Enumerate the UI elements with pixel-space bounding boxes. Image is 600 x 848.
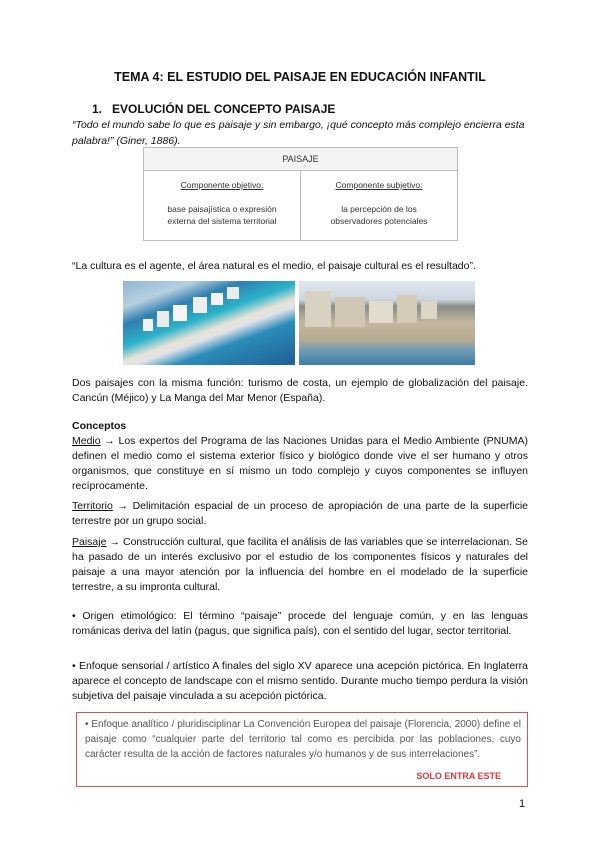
- term-medio: Medio: [72, 435, 101, 447]
- la-manga-photo: [299, 281, 475, 365]
- page-title: TEMA 4: EL ESTUDIO DEL PAISAJE EN EDUCACIÓN INFANTIL: [114, 70, 486, 84]
- section-title: EVOLUCIÓN DEL CONCEPTO PAISAJE: [112, 102, 336, 116]
- term-territorio: Territorio: [72, 500, 113, 512]
- concept-text: Construcción cultural, que facilita el análisis de las variables que se interrelacionan. Se ha pasado de un interés exclusivo por el estudio de los componentes físicos y naturales del paisaje a una mayor atención por la influencia del hombre en el modelado de la superficie terrestre, a su impronta cultural.: [72, 536, 528, 593]
- term-paisaje: Paisaje: [72, 536, 107, 548]
- page-number: 1: [519, 798, 526, 810]
- table-cell-subjective: [300, 171, 457, 240]
- cell-line: la percepción de los: [341, 204, 417, 214]
- cancun-photo: [123, 281, 295, 365]
- cell-line: externa del sistema territorial: [167, 216, 277, 226]
- cell-line: base paisajística o expresión: [167, 204, 277, 214]
- cell-line: observadores potenciales: [330, 216, 428, 226]
- paisaje-table: [143, 147, 458, 241]
- photo-caption: Dos paisajes con la misma función: turismo de costa, un ejemplo de globalización del paisaje. Cancún (Méjico) y La Manga del Mar Menor (España).: [72, 377, 528, 404]
- concept-medio: [72, 434, 528, 494]
- table-header: PAISAJE: [144, 148, 457, 171]
- cell-title: Componente objetivo:: [180, 180, 264, 190]
- cell-title: Componente subjetivo:: [335, 180, 423, 190]
- section-heading: [92, 102, 335, 116]
- table-row: [144, 171, 457, 240]
- cell-description: [144, 203, 300, 227]
- concept-text: Los expertos del Programa de las Naciones Unidas para el Medio Ambiente (PNUMA) definen el medio como el sistema exterior físico y biológico donde vive el ser humano y otros organismos, que constituye en sí mismo un todo complejo y cuyos componentes se influyen recíprocamente.: [72, 435, 529, 492]
- bullet-origen: • Origen etimológico: El término “paisaje” procede del lenguaje común, y en las lenguas románicas deriva del latín (pagus, que significa país), con el sentido del lugar, sector territorial.: [72, 610, 528, 637]
- solo-entra-note: SOLO ENTRA ESTE: [416, 771, 501, 781]
- concept-territorio: [72, 499, 528, 529]
- section-number: 1.: [92, 102, 103, 116]
- cultura-quote: “La cultura es el agente, el área natural es el medio, el paisaje cultural es el resultado”.: [72, 260, 476, 272]
- arrow-icon: →: [104, 435, 115, 447]
- arrow-icon: →: [117, 500, 128, 512]
- cell-description: [301, 203, 457, 227]
- giner-quote: “Todo el mundo sabe lo que es paisaje y sin embargo, ¡qué concepto más complejo encierra esta palabra!” (Giner, 1886).: [72, 119, 525, 147]
- table-cell-objective: [144, 171, 300, 240]
- arrow-icon: →: [109, 536, 120, 548]
- bullet-sensorial: • Enfoque sensorial / artístico A finales del siglo XV aparece una acepción pictórica. En Inglaterra aparece el concepto de landscape con el mismo sentido. Durante mucho tiempo perdura la visión subjetiva del paisaje vinculada a su acepción pictórica.: [72, 660, 528, 702]
- concept-text: Delimitación espacial de un proceso de apropiación de una parte de la superficie terrestre por un grupo social.: [72, 500, 529, 527]
- conceptos-heading: Conceptos: [72, 420, 127, 432]
- concept-paisaje: [72, 535, 528, 595]
- highlight-text: • Enfoque analítico / pluridisciplinar La Convención Europea del paisaje (Florencia, 2000) define el paisaje como “cualquier parte del territorio tal como es percibida por las poblaciones, cuyo carácter resulta de la acción de factores naturales y/o humanos y de sus interrelaciones”.: [85, 719, 521, 760]
- highlight-box: [76, 712, 528, 787]
